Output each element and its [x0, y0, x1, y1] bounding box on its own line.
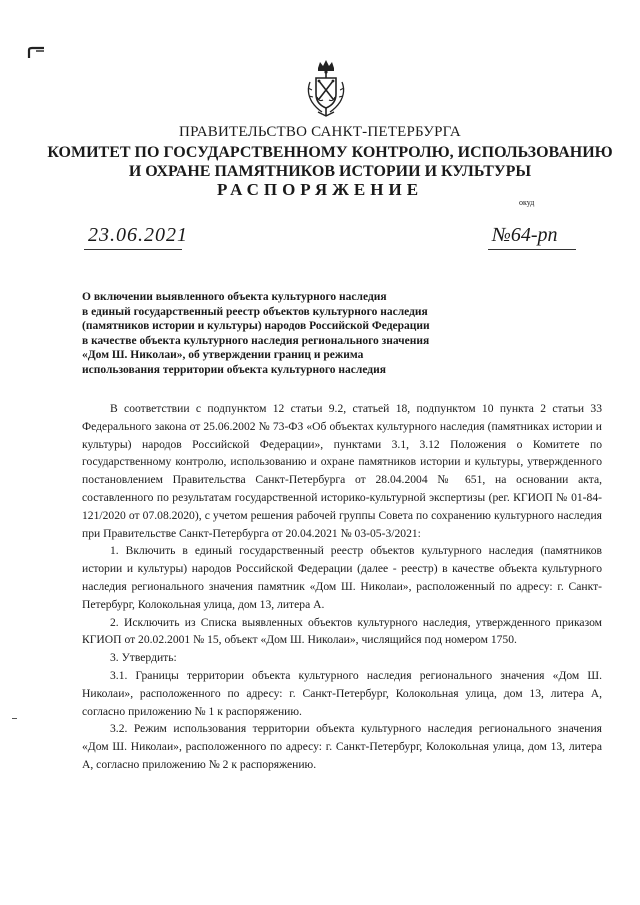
document-date: 23.06.2021	[88, 224, 188, 246]
paragraph-item-1: 1. Включить в единый государственный реестр объектов культурного наследия (памятников истории и культуры) народов Российской Федерации (далее - реестр) в качестве объекта культурного наследия регионального значения памятник «Дом Ш. Николаи», расположенный по адресу: г. Санкт-Петербург, Колокольная улица, дом 13, литера А.	[82, 544, 602, 611]
document-body	[82, 400, 602, 774]
document-number: №64-рп	[492, 224, 558, 246]
document-type: РАСПОРЯЖЕНИЕ	[216, 180, 424, 199]
paragraph-item-3: 3. Утвердить:	[110, 651, 177, 665]
title-line: (памятников истории и культуры) народов Российской Федерации	[82, 320, 430, 332]
committee-name	[20, 143, 640, 181]
title-line: «Дом Ш. Николаи», об утверждении границ и режима	[82, 349, 364, 361]
corner-mark-icon	[26, 46, 48, 60]
okud-label: окуд	[519, 198, 535, 207]
title-line: О включении выявленного объекта культурного наследия	[82, 291, 387, 303]
government-name: ПРАВИТЕЛЬСТВО САНКТ-ПЕТЕРБУРГА	[179, 124, 461, 140]
coat-of-arms-icon	[302, 58, 350, 120]
title-line: использования территории объекта культурного наследия	[82, 363, 386, 376]
committee-line-1: КОМИТЕТ ПО ГОСУДАРСТВЕННОМУ КОНТРОЛЮ, ИСПОЛЬЗОВАНИЮ	[47, 144, 613, 161]
margin-mark	[12, 718, 17, 719]
document-title	[82, 290, 522, 377]
paragraph-item-3-2: 3.2. Режим использования территории объекта культурного наследия регионального значения «Дом Ш. Николаи», расположенного по адресу: г. Санкт-Петербург, Колокольная улица, дом 13, литера А, согласно приложению № 2 к распоряжению.	[82, 722, 602, 771]
title-line: в качестве объекта культурного наследия регионального значения	[82, 334, 430, 347]
committee-line-2: И ОХРАНЕ ПАМЯТНИКОВ ИСТОРИИ И КУЛЬТУРЫ	[128, 163, 532, 180]
number-underline	[488, 249, 576, 250]
title-line: в единый государственный реестр объектов культурного наследия	[82, 305, 428, 318]
paragraph-item-2: 2. Исключить из Списка выявленных объектов культурного наследия, утвержденного приказом КГИОП от 20.02.2001 № 15, объект «Дом Ш. Николаи», числящийся под номером 1750.	[82, 615, 602, 647]
paragraph-preamble: В соответствии с подпунктом 12 статьи 9.2, статьей 18, подпунктом 10 пункта 2 статьи 33 Федерального закона от 25.06.2002 № 73-ФЗ «Об объектах культурного наследия (памятниках истории и культуры) народов Российской Федерации», пунктами 3.1, 3.12 Положения о Комитете по государственному контролю, использованию и охране памятников истории и культуры, утвержденного постановлением Правительства Санкт-Петербурга от 28.04.2004 № 651, на основании акта, составленного по результатам государственной историко-культурной экспертизы (рег. КГИОП № 01-84-121/2020 от 07.08.2020), с учетом решения рабочей группы Совета по сохранению культурного наследия при Правительстве Санкт-Петербурга от 20.04.2021 № 03-05-3/2021:	[82, 402, 602, 540]
date-underline	[84, 249, 182, 250]
paragraph-item-3-1: 3.1. Границы территории объекта культурного наследия регионального значения «Дом Ш. Николаи», расположенного по адресу: г. Санкт-Петербург, Колокольная улица, дом 13, литера А, согласно приложению № 1 к распоряжению.	[82, 668, 602, 718]
